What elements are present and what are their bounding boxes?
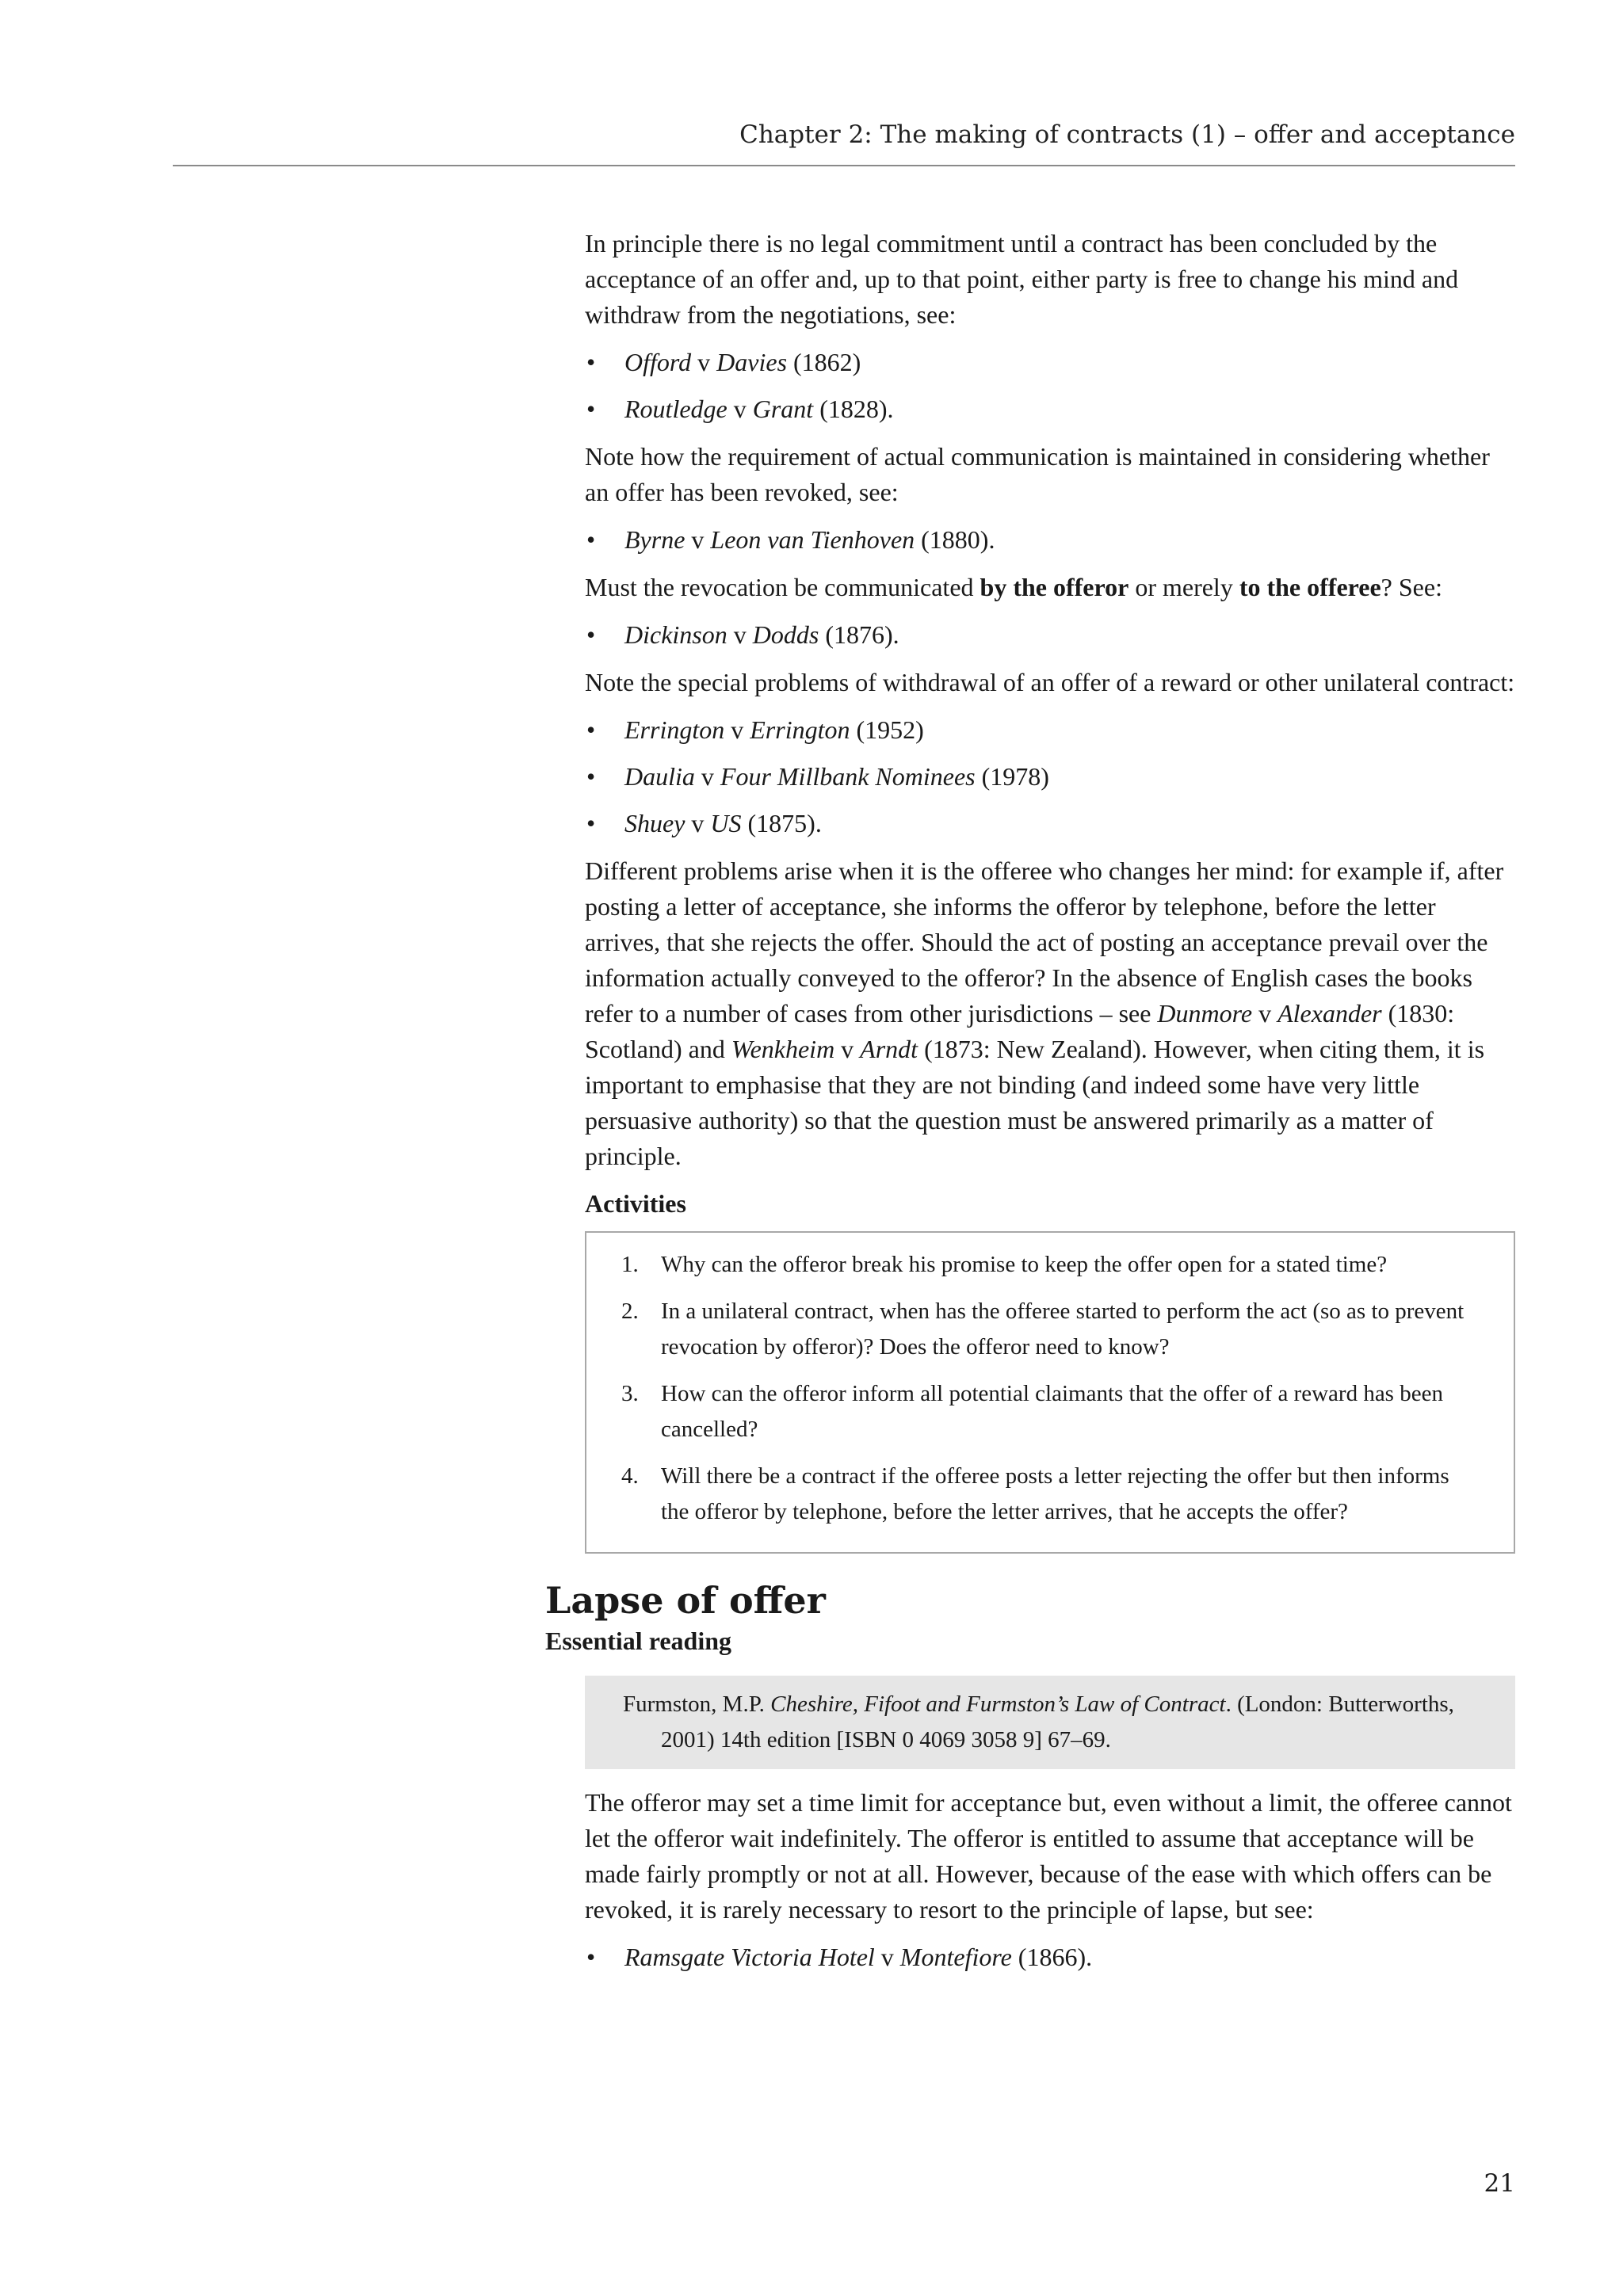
page-content [545,226,1515,1987]
case-item: • Dickinson v Dodds (1876). [585,617,1515,653]
case-item: • Ramsgate Victoria Hotel v Montefiore (1866). [585,1939,1515,1975]
paragraph-revocation-question: Must the revocation be communicated by the offeror or merely to the offeree? See: [585,573,1442,601]
case-item: • Errington v Errington (1952) [585,712,1515,748]
activities-box [585,1231,1515,1554]
paragraph-commitment: In principle there is no legal commitment until a contract has been concluded by the acceptance of an offer and, up to that point, either party is free to change his mind and withdraw from the negotiations, see: [585,229,1459,329]
case-list-withdrawal [585,345,1515,427]
running-header: Chapter 2: The making of contracts (1) – offer and acceptance [739,120,1515,149]
case-item: • Daulia v Four Millbank Nominees (1978) [585,759,1515,795]
case-item: • Routledge v Grant (1828). [585,391,1515,427]
paragraph-offeree-changes-mind: Different problems arise when it is the offeree who changes her mind: for example if, after posting a letter of acceptance, she informs the offeror by telephone, before the letter arrives, that she rejects the offer. Should the act of posting an acceptance prevail over the information actually conveyed to the offeror? In the absence of English cases the books refer to a number of cases from other jurisdictions – see Dunmore v Alexander (1830: Scotland) and Wenkheim v Arndt (1873: New Zealand). However, when citing them, it is important to emphasise that they are not binding (and indeed some have very little persuasive authority) so that the question must be answered primarily as a matter of principle. [585,856,1504,1170]
header-rule [173,165,1515,166]
page-number: 21 [1484,2169,1515,2198]
activity-item: 3. How can the offeror inform all potential claimants that the offer of a reward has been cancelled? [621,1381,1443,1442]
case-list-communication [585,617,1515,653]
activity-item: 4. Will there be a contract if the offeree posts a letter rejecting the offer but then informs the offeror by telephone, before the letter arrives, that he accepts the offer? [621,1463,1449,1524]
case-list-revocation [585,522,1515,558]
activities-heading: Activities [585,1189,686,1218]
case-item: • Shuey v US (1875). [585,806,1515,841]
activity-item: 2. In a unilateral contract, when has the offeree started to perform the act (so as to prevent revocation by offeror)? Does the offeror need to know? [621,1299,1465,1360]
paragraph-communication: Note how the requirement of actual communication is maintained in considering whether an offer has been revoked, see: [585,442,1490,506]
activity-item: 1. Why can the offeror break his promise to keep the offer open for a stated time? [621,1252,1388,1277]
case-item: • Offord v Davies (1862) [585,345,1515,380]
case-item: • Byrne v Leon van Tienhoven (1880). [585,522,1515,558]
activities-list [621,1247,1482,1530]
section-title: Lapse of offer [545,1579,826,1622]
case-list-unilateral [585,712,1515,841]
paragraph-unilateral: Note the special problems of withdrawal of an offer of a reward or other unilateral contract: [585,668,1515,696]
case-list-lapse [585,1939,1515,1975]
reading-reference: Furmston, M.P. Cheshire, Fifoot and Furmston’s Law of Contract. (London: Butterworths, 2001) 14th edition [ISBN 0 4069 3058 9] 67–69. [623,1691,1454,1753]
paragraph-lapse: The offeror may set a time limit for acceptance but, even without a limit, the offeree cannot let the offeror wait indefinitely. The offeror is entitled to assume that acceptance will be made fairly promptly or not at all. However, because of the ease with which offers can be revoked, it is rarely necessary to resort to the principle of lapse, but see: [585,1788,1512,1924]
subsection-title: Essential reading [545,1627,731,1655]
essential-reading-box [585,1676,1515,1769]
